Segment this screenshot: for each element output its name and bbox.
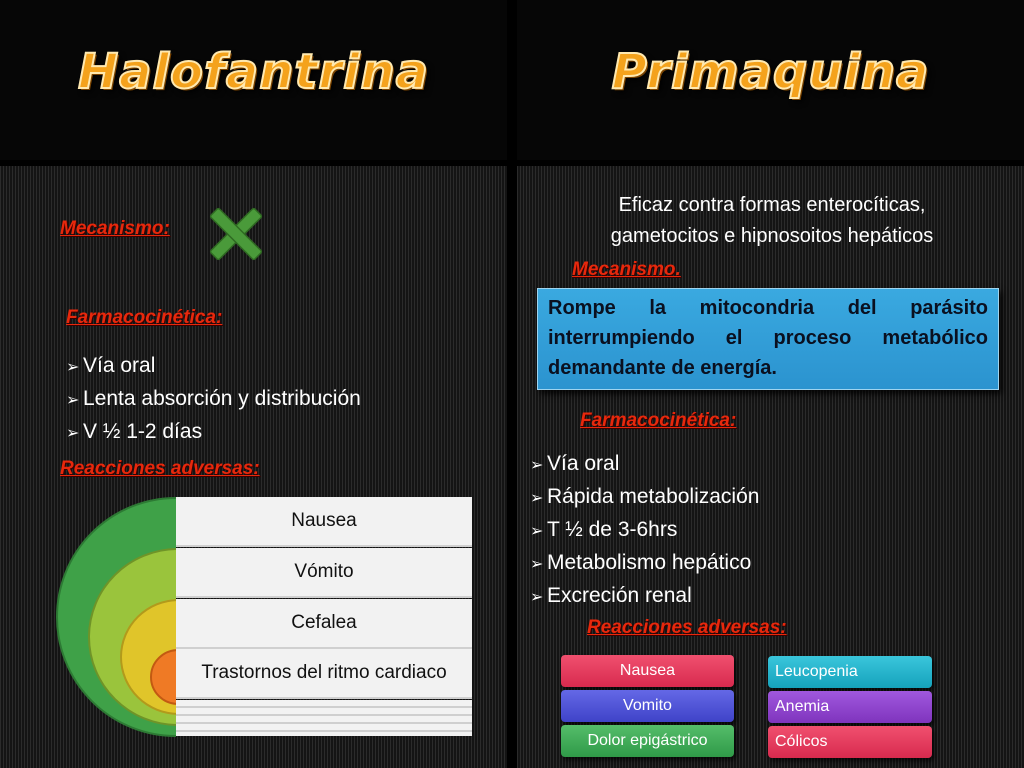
left-farmaco-heading: Farmacocinética: xyxy=(66,307,223,328)
primaquina-title: Primaquina xyxy=(611,44,930,100)
reaccion-item: Trastornos del ritmo cardiaco xyxy=(176,649,472,699)
arrow-bullet-icon: ➢ xyxy=(530,523,544,540)
reaccion-pill: Cólicos xyxy=(768,726,932,758)
arrow-bullet-icon: ➢ xyxy=(66,425,80,442)
halofantrina-title: Halofantrina xyxy=(77,44,430,100)
list-item: ➢ V ½ 1-2 días xyxy=(66,416,361,449)
arrow-bullet-icon: ➢ xyxy=(66,392,80,409)
list-item: ➢ Rápida metabolización xyxy=(530,481,759,514)
left-mecanismo-heading: Mecanismo: xyxy=(60,218,170,239)
mecanismo-box: Rompe la mitocondria del parásito interrumpiendo el proceso metabólico demandante de energía. xyxy=(537,288,999,390)
reaccion-pill: Nausea xyxy=(561,655,734,687)
left-farmaco-list xyxy=(66,350,361,449)
arrow-bullet-icon: ➢ xyxy=(530,556,544,573)
right-header xyxy=(517,0,1024,160)
reaccion-pill: Leucopenia xyxy=(768,656,932,688)
x-mark-icon xyxy=(203,201,269,267)
diagram-footer-lines xyxy=(176,700,472,736)
right-reacciones-heading: Reacciones adversas: xyxy=(587,617,787,638)
reaccion-pill: Anemia xyxy=(768,691,932,723)
list-item: ➢ T ½ de 3-6hrs xyxy=(530,514,759,547)
reaccion-pill: Dolor epigástrico xyxy=(561,725,734,757)
left-header xyxy=(0,0,507,160)
arrow-bullet-icon: ➢ xyxy=(66,359,80,376)
list-item: ➢ Vía oral xyxy=(530,448,759,481)
reaccion-item: Nausea xyxy=(176,497,472,547)
reaccion-pill: Vomito xyxy=(561,690,734,722)
right-farmaco-heading: Farmacocinética: xyxy=(580,410,737,431)
arrow-bullet-icon: ➢ xyxy=(530,490,544,507)
right-farmaco-list xyxy=(530,448,759,613)
reaccion-item: Vómito xyxy=(176,548,472,598)
list-item: ➢ Excreción renal xyxy=(530,580,759,613)
list-item: ➢ Vía oral xyxy=(66,350,361,383)
arrow-bullet-icon: ➢ xyxy=(530,589,544,606)
reaccion-item: Cefalea xyxy=(176,599,472,649)
arrow-bullet-icon: ➢ xyxy=(530,457,544,474)
list-item: ➢ Lenta absorción y distribución xyxy=(66,383,361,416)
left-reacciones-heading: Reacciones adversas: xyxy=(60,458,260,479)
right-mecanismo-heading: Mecanismo. xyxy=(572,259,681,280)
primaquina-description: Eficaz contra formas enterocíticas, gametocitos e hipnosoitos hepáticos xyxy=(610,194,934,247)
list-item: ➢ Metabolismo hepático xyxy=(530,547,759,580)
